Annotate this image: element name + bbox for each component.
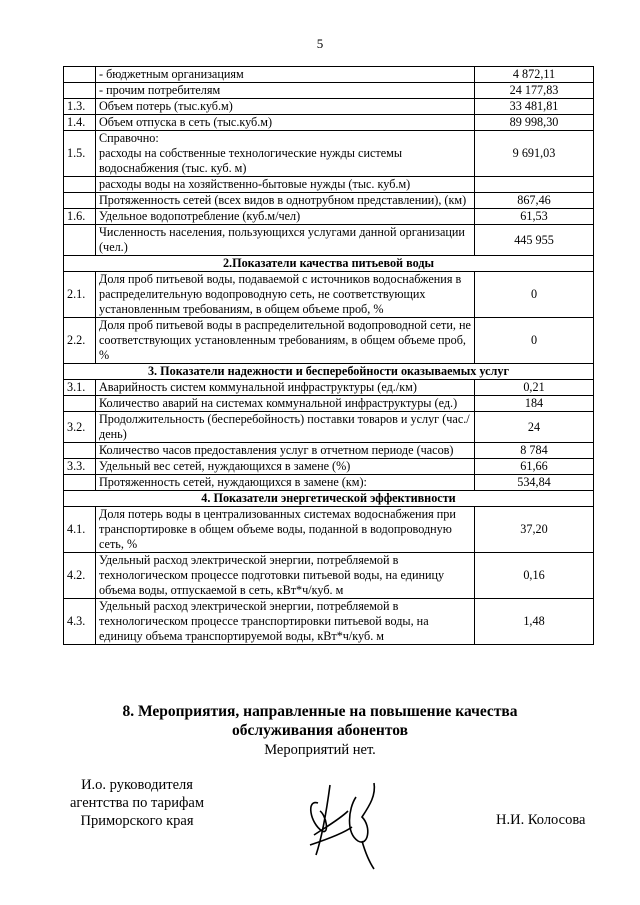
table-row (64, 475, 594, 491)
section-header-row (64, 364, 594, 380)
row-number: 1.5. (64, 131, 96, 177)
section-header-row (64, 256, 594, 272)
row-number (64, 193, 96, 209)
table-row (64, 459, 594, 475)
row-number (64, 475, 96, 491)
table-row (64, 599, 594, 645)
row-number: 3.3. (64, 459, 96, 475)
row-description: Протяженность сетей, нуждающихся в замене (км): (96, 475, 475, 491)
table-row (64, 193, 594, 209)
row-number: 4.2. (64, 553, 96, 599)
row-value: 534,84 (475, 475, 594, 491)
row-description: Удельный вес сетей, нуждающихся в замене (%) (96, 459, 475, 475)
row-description: Численность населения, пользующихся услугами данной организации (чел.) (96, 225, 475, 256)
row-number: 3.1. (64, 380, 96, 396)
signer-position (70, 776, 204, 830)
row-number (64, 396, 96, 412)
section-header: 4. Показатели энергетической эффективности (64, 491, 594, 507)
row-description: Удельный расход электрической энергии, потребляемой в технологическом процессе транспортировки питьевой воды, на единицу объема транспортируемой воды, кВт*ч/куб. м (96, 599, 475, 645)
row-description: расходы воды на хозяйственно-бытовые нужды (тыс. куб.м) (96, 177, 475, 193)
row-number: 4.3. (64, 599, 96, 645)
row-number (64, 177, 96, 193)
row-value: 0,21 (475, 380, 594, 396)
table-row (64, 67, 594, 83)
section-header: 3. Показатели надежности и бесперебойности оказываемых услуг (64, 364, 594, 380)
row-description: Продолжительность (бесперебойность) поставки товаров и услуг (час./день) (96, 412, 475, 443)
section-8-title (0, 702, 640, 740)
table-row (64, 177, 594, 193)
row-description: Доля потерь воды в централизованных системах водоснабжения при транспортировке в общем объеме воды, поданной в водопроводную сеть, % (96, 507, 475, 553)
section-header: 2.Показатели качества питьевой воды (64, 256, 594, 272)
row-description: - прочим потребителям (96, 83, 475, 99)
row-value (475, 177, 594, 193)
section-8-title-line1: 8. Мероприятия, направленные на повышение качества (122, 703, 518, 720)
row-value: 8 784 (475, 443, 594, 459)
row-number: 4.1. (64, 507, 96, 553)
row-description: Объем потерь (тыс.куб.м) (96, 99, 475, 115)
table-row (64, 115, 594, 131)
row-description: Аварийность систем коммунальной инфраструктуры (ед./км) (96, 380, 475, 396)
table-row (64, 272, 594, 318)
table-row (64, 318, 594, 364)
no-measures-text: Мероприятий нет. (264, 742, 376, 758)
row-number: 2.1. (64, 272, 96, 318)
row-number: 2.2. (64, 318, 96, 364)
row-number (64, 83, 96, 99)
row-value: 61,53 (475, 209, 594, 225)
row-number (64, 67, 96, 83)
handwritten-signature (300, 775, 390, 870)
row-value: 0,16 (475, 553, 594, 599)
table-row (64, 83, 594, 99)
row-value: 867,46 (475, 193, 594, 209)
table-row (64, 99, 594, 115)
row-description: Справочно: расходы на собственные технологические нужды системы водоснабжения (тыс. куб. м) (96, 131, 475, 177)
row-number: 1.4. (64, 115, 96, 131)
row-value: 37,20 (475, 507, 594, 553)
row-description: Доля проб питьевой воды, подаваемой с источников водоснабжения в распределительную водопроводную сеть, не соответствующих установленным требованиям, в общем объеме проб, % (96, 272, 475, 318)
row-number: 1.3. (64, 99, 96, 115)
row-value: 0 (475, 318, 594, 364)
row-value: 0 (475, 272, 594, 318)
table-row (64, 131, 594, 177)
row-description: Доля проб питьевой воды в распределительной водопроводной сети, не соответствующих установленным требованиям, в общем объеме проб, % (96, 318, 475, 364)
row-description: Удельный расход электрической энергии, потребляемой в технологическом процессе подготовки питьевой воды, на единицу объема воды, отпускаемой в сеть, кВт*ч/куб. м (96, 553, 475, 599)
row-value: 24 177,83 (475, 83, 594, 99)
row-description: Протяженность сетей (всех видов в однотрубном представлении), (км) (96, 193, 475, 209)
row-value: 445 955 (475, 225, 594, 256)
row-description: Количество аварий на системах коммунальной инфраструктуры (ед.) (96, 396, 475, 412)
row-value: 89 998,30 (475, 115, 594, 131)
signer-name: Н.И. Колосова (496, 812, 586, 828)
row-description: Объем отпуска в сеть (тыс.куб.м) (96, 115, 475, 131)
row-number (64, 443, 96, 459)
signer-position-line3: Приморского края (80, 813, 194, 829)
row-number: 1.6. (64, 209, 96, 225)
signer-position-line2: агентства по тарифам (70, 795, 204, 811)
indicators-table (63, 66, 594, 645)
row-value: 4 872,11 (475, 67, 594, 83)
row-value: 1,48 (475, 599, 594, 645)
table-row (64, 553, 594, 599)
table-row (64, 443, 594, 459)
section-8-title-line2: обслуживания абонентов (232, 722, 408, 739)
row-value: 33 481,81 (475, 99, 594, 115)
signer-position-line1: И.о. руководителя (81, 777, 193, 793)
table-row (64, 507, 594, 553)
table-row (64, 225, 594, 256)
table-row (64, 209, 594, 225)
table-row (64, 396, 594, 412)
section-header-row (64, 491, 594, 507)
row-number (64, 225, 96, 256)
row-value: 61,66 (475, 459, 594, 475)
row-value: 184 (475, 396, 594, 412)
table-row (64, 412, 594, 443)
row-description: Количество часов предоставления услуг в отчетном периоде (часов) (96, 443, 475, 459)
table-row (64, 380, 594, 396)
row-number: 3.2. (64, 412, 96, 443)
row-value: 24 (475, 412, 594, 443)
row-value: 9 691,03 (475, 131, 594, 177)
row-description: - бюджетным организациям (96, 67, 475, 83)
row-description: Удельное водопотребление (куб.м/чел) (96, 209, 475, 225)
page-number: 5 (316, 36, 324, 51)
